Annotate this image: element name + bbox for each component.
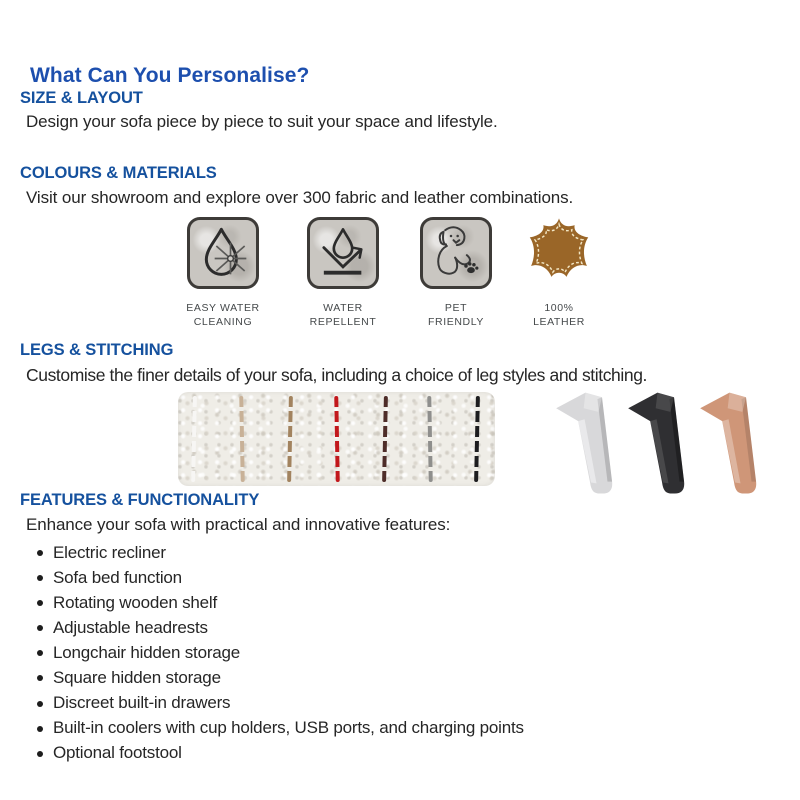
- list-item: Discreet built-in drawers: [26, 691, 524, 716]
- list-item: Sofa bed function: [26, 565, 524, 590]
- badge-pet-friendly: [396, 215, 516, 329]
- section-body-size-layout: Design your sofa piece by piece to suit your space and lifestyle.: [26, 112, 498, 131]
- stitch-line-gray: [427, 396, 433, 482]
- badge-label-line1: EASY WATER: [186, 302, 260, 314]
- list-item: Square hidden storage: [26, 665, 524, 690]
- badge-easy-water-cleaning: [163, 215, 283, 329]
- page-title: What Can You Personalise?: [30, 64, 310, 88]
- badge-label-line1: 100%: [544, 302, 574, 314]
- badge-label-line2: LEATHER: [533, 315, 585, 328]
- stitching-options-image: [178, 392, 495, 486]
- list-item: Optional footstool: [26, 741, 524, 766]
- list-item: Electric recliner: [26, 540, 524, 565]
- stitch-line-tan: [287, 396, 293, 482]
- badge-label-line1: WATER: [323, 302, 363, 314]
- badge-water-repellent: [283, 215, 403, 329]
- easy-water-cleaning-icon: [193, 221, 253, 286]
- leg-styles-image: [547, 386, 757, 502]
- section-heading-features-functionality: FEATURES & FUNCTIONALITY: [20, 491, 260, 509]
- stitch-line-beige: [239, 396, 245, 482]
- list-item: Rotating wooden shelf: [26, 590, 524, 615]
- stitch-line-black: [474, 396, 480, 482]
- pet-friendly-icon: [426, 221, 486, 286]
- stitch-line-white: [191, 396, 197, 482]
- badge-label-line2: REPELLENT: [309, 315, 377, 328]
- leg-black: [619, 386, 685, 502]
- section-heading-size-layout: SIZE & LAYOUT: [20, 89, 143, 107]
- section-body-features-functionality: Enhance your sofa with practical and innovative features:: [26, 515, 451, 534]
- features-list: [26, 540, 524, 766]
- stitch-line-brown: [382, 396, 388, 482]
- section-body-legs-stitching: Customise the finer details of your sofa, including a choice of leg styles and stitching.: [26, 365, 648, 385]
- water-repellent-icon: [313, 221, 373, 286]
- leg-chrome: [547, 386, 613, 502]
- section-body-colours-materials: Visit our showroom and explore over 300 fabric and leather combinations.: [26, 188, 574, 207]
- section-heading-legs-stitching: LEGS & STITCHING: [20, 341, 174, 359]
- badge-label-line2: CLEANING: [193, 315, 253, 328]
- leg-rose-gold: [691, 386, 757, 502]
- list-item: Longchair hidden storage: [26, 640, 524, 665]
- list-item: Adjustable headrests: [26, 615, 524, 640]
- badge-label-line1: PET: [444, 302, 468, 314]
- section-heading-colours-materials: COLOURS & MATERIALS: [20, 164, 217, 182]
- stitch-line-red: [334, 396, 340, 482]
- badge-label-line2: FRIENDLY: [428, 315, 484, 328]
- badge-100-leather: [499, 215, 619, 329]
- leather-100-icon: [524, 217, 594, 290]
- list-item: Built-in coolers with cup holders, USB ports, and charging points: [26, 716, 524, 741]
